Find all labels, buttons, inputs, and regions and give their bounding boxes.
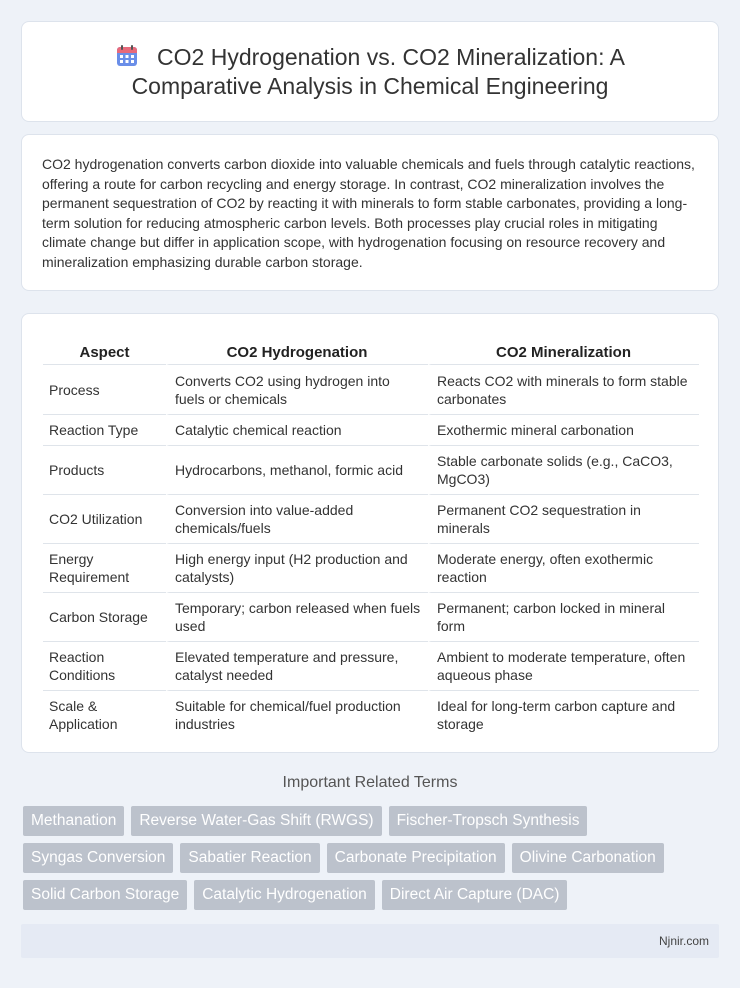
table-cell: Exothermic mineral carbonation (428, 414, 699, 445)
summary-text: CO2 hydrogenation converts carbon dioxide into valuable chemicals and fuels through catalytic reactions, offering a route for carbon recycling and energy storage. In contrast, CO2 mineralization involves the permanent sequestration of CO2 by reacting it with minerals to form stable carbonates, providing a long-term solution for reducing atmospheric carbon levels. Both processes play crucial roles in mitigating climate change but differ in application scope, with hydrogenation focusing on resource recovery and mineralization emphasizing durable carbon storage. (42, 156, 695, 270)
tag-olivine-carbonation[interactable]: Olivine Carbonation (512, 843, 664, 873)
tag-row (23, 880, 713, 910)
table-cell: High energy input (H2 production and catalysts) (166, 543, 428, 592)
tag-methanation[interactable]: Methanation (23, 806, 124, 836)
table-cell: Scale & Application (43, 690, 166, 739)
table-row (43, 364, 699, 414)
table-row (43, 445, 699, 494)
title-card (21, 21, 719, 122)
table-cell: Elevated temperature and pressure, catalyst needed (166, 641, 428, 690)
table-row (43, 543, 699, 592)
table-row (43, 592, 699, 641)
table-cell: Permanent CO2 sequestration in minerals (428, 494, 699, 543)
comparison-table-card (21, 313, 719, 753)
table-cell: Moderate energy, often exothermic reaction (428, 543, 699, 592)
tag-carbonate-precipitation[interactable]: Carbonate Precipitation (327, 843, 505, 873)
table-cell: Reacts CO2 with minerals to form stable carbonates (428, 364, 699, 414)
header-hydrogenation: CO2 Hydrogenation (226, 343, 368, 361)
tag-row (23, 806, 713, 836)
table-cell: Stable carbonate solids (e.g., CaCO3, MgCO3) (428, 445, 699, 494)
tag-syngas-conversion[interactable]: Syngas Conversion (23, 843, 173, 873)
title-text: CO2 Hydrogenation vs. CO2 Mineralization: A Comparative Analysis in Chemical Engineering (131, 43, 625, 99)
table-cell: Permanent; carbon locked in mineral form (428, 592, 699, 641)
table-cell: Reaction Type (43, 414, 166, 445)
table-row (43, 414, 699, 445)
tag-direct-air-capture[interactable]: Direct Air Capture (DAC) (382, 880, 568, 910)
table-cell: Products (43, 445, 166, 494)
table-row (43, 494, 699, 543)
table-cell: Converts CO2 using hydrogen into fuels or chemicals (166, 364, 428, 414)
footer (21, 924, 719, 958)
comparison-table (43, 334, 699, 739)
table-cell: Conversion into value-added chemicals/fuels (166, 494, 428, 543)
summary-card (21, 134, 719, 291)
table-row (43, 641, 699, 690)
table-cell: Hydrocarbons, methanol, formic acid (166, 445, 428, 494)
header-aspect: Aspect (79, 343, 130, 361)
table-row (43, 690, 699, 739)
table-cell: Catalytic chemical reaction (166, 414, 428, 445)
tag-row (23, 843, 713, 873)
tag-solid-carbon-storage[interactable]: Solid Carbon Storage (23, 880, 187, 910)
table-cell: Ambient to moderate temperature, often aqueous phase (428, 641, 699, 690)
related-terms-title: Important Related Terms (282, 774, 458, 791)
calendar-icon (115, 44, 139, 68)
related-terms (23, 806, 713, 917)
header-mineralization: CO2 Mineralization (495, 343, 632, 361)
tag-sabatier-reaction[interactable]: Sabatier Reaction (180, 843, 319, 873)
tag-catalytic-hydrogenation[interactable]: Catalytic Hydrogenation (194, 880, 375, 910)
tag-rwgs[interactable]: Reverse Water-Gas Shift (RWGS) (131, 806, 381, 836)
table-cell: Reaction Conditions (43, 641, 166, 690)
page-title (70, 43, 670, 101)
table-cell: Process (43, 364, 166, 414)
table-cell: CO2 Utilization (43, 494, 166, 543)
footer-site[interactable]: Njnir.com (658, 934, 709, 948)
tag-fischer-tropsch[interactable]: Fischer-Tropsch Synthesis (389, 806, 588, 836)
table-cell: Energy Requirement (43, 543, 166, 592)
table-cell: Carbon Storage (43, 592, 166, 641)
table-header-row (43, 334, 699, 364)
table-cell: Temporary; carbon released when fuels used (166, 592, 428, 641)
table-cell: Suitable for chemical/fuel production industries (166, 690, 428, 739)
table-cell: Ideal for long-term carbon capture and storage (428, 690, 699, 739)
